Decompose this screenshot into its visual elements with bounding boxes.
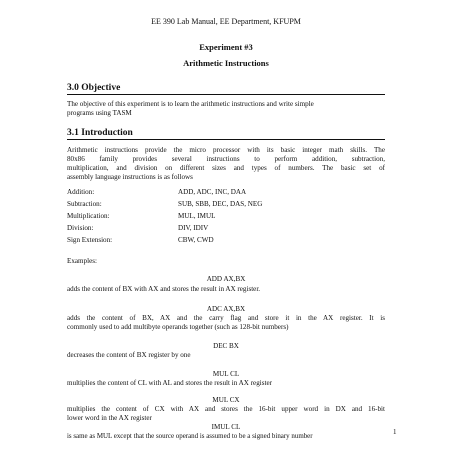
introduction-line-3: multiplication, and division on different sizes and types of numbers. The basic set of <box>67 164 385 172</box>
introduction-line-1: Arithmetic instructions provide the micro processor with its basic integer math skills. The <box>67 146 385 154</box>
example-code-mul-cl: MUL CL <box>212 370 240 378</box>
page-number: 1 <box>393 428 397 436</box>
experiment-number: Experiment #3 <box>199 42 253 52</box>
example-desc-adc-line-1: adds the content of BX, AX and the carry flag and store it in the AX register. It is <box>67 314 385 322</box>
example-desc-dec-line-1: decreases the content of BX register by one <box>67 351 191 359</box>
instruction-row-addition <box>67 188 385 198</box>
instruction-category: Division: <box>67 224 94 232</box>
example-code-imul: IMUL CL <box>211 423 241 431</box>
example-desc-mul-cx-line-2: lower word in the AX register <box>67 414 152 422</box>
example-desc-add-line-1: adds the content of BX with AX and stores the result in AX register. <box>67 285 261 293</box>
instruction-mnemonics: ADD, ADC, INC, DAA <box>178 188 247 196</box>
instruction-row-division <box>67 224 385 234</box>
introduction-heading: 3.1 Introduction <box>67 128 385 140</box>
instruction-mnemonics: MUL, IMUL <box>178 212 216 220</box>
example-code-mul-cx: MUL CX <box>212 396 240 404</box>
example-code-dec: DEC BX <box>213 342 239 350</box>
instruction-category: Subtraction: <box>67 200 102 208</box>
instruction-category: Addition: <box>67 188 95 196</box>
instruction-category: Sign Extension: <box>67 236 113 244</box>
experiment-title: Arithmetic Instructions <box>183 58 269 68</box>
example-code-adc: ADC AX,BX <box>206 305 246 313</box>
instruction-mnemonics: SUB, SBB, DEC, DAS, NEG <box>178 200 263 208</box>
instruction-row-subtraction <box>67 200 385 210</box>
example-desc-mul-cl-line-1: multiplies the content of CL with AL and stores the result in AX register <box>67 379 272 387</box>
example-desc-mul-cx-line-1: multiplies the content of CX with AX and stores the 16-bit upper word in DX and 16-bit <box>67 405 385 413</box>
introduction-line-2: 80x86 family provides several instructions to perform addition, subtraction, <box>67 155 385 163</box>
objective-line-1: The objective of this experiment is to learn the arithmetic instructions and write simple <box>67 100 314 108</box>
instruction-mnemonics: DIV, IDIV <box>178 224 209 232</box>
instruction-row-multiplication <box>67 212 385 222</box>
introduction-line-4: assembly language instructions is as follows <box>67 173 193 181</box>
example-desc-imul-line-1: is same as MUL except that the source operand is assumed to be a signed binary number <box>67 432 313 440</box>
objective-heading: 3.0 Objective <box>67 83 385 95</box>
examples-label: Examples: <box>67 257 97 265</box>
running-header: EE 390 Lab Manual, EE Department, KFUPM <box>151 17 301 26</box>
objective-line-2: programs using TASM <box>67 109 132 117</box>
instruction-row-sign-extension <box>67 236 385 246</box>
instruction-mnemonics: CBW, CWD <box>178 236 214 244</box>
example-code-add: ADD AX,BX <box>206 275 246 283</box>
example-desc-adc-line-2: commonly used to add multibyte operands together (such as 128-bit numbers) <box>67 323 289 331</box>
instruction-category: Multiplication: <box>67 212 110 220</box>
